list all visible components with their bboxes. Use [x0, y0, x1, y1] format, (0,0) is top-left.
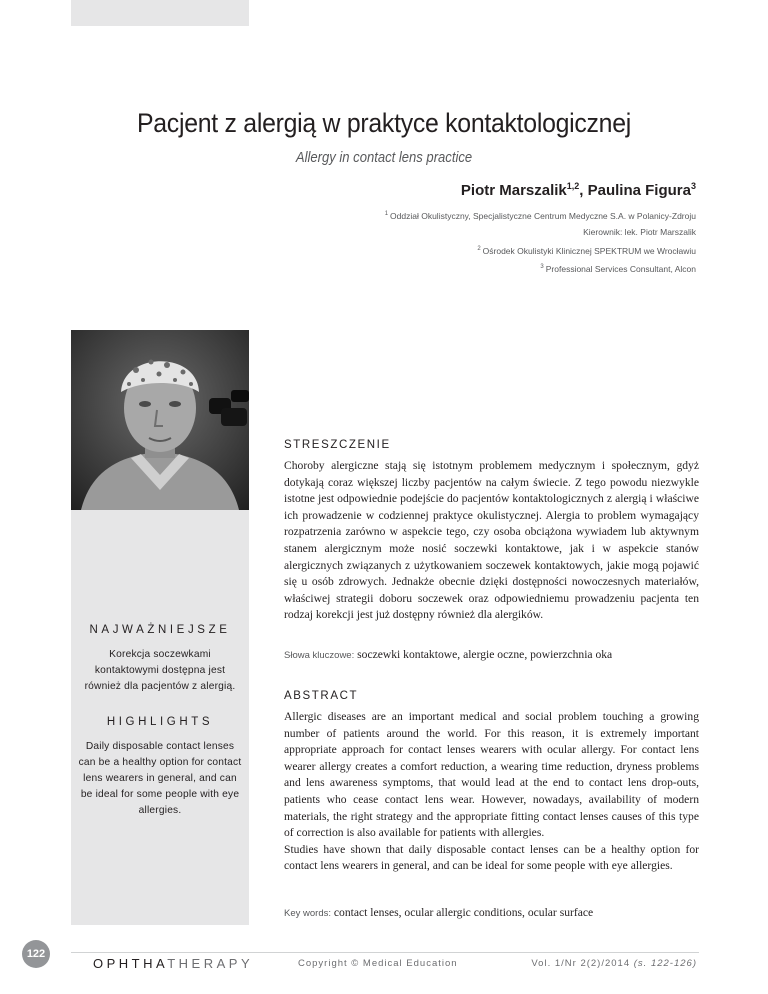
keywords-pl [284, 648, 704, 661]
footer-divider [71, 952, 699, 953]
section-heading-abstract: ABSTRACT [284, 690, 359, 702]
abstract-paragraph: Studies have shown that daily disposable contact lenses can be a healthy option for contact lens wearers in general, and can be ideal for some people with eye allergies. [284, 842, 699, 873]
author-affiliation-ref: 3 [690, 181, 696, 191]
header-tab-block [71, 0, 249, 26]
article-title: Pacjent z alergią w praktyce kontaktologicznej [136, 108, 632, 138]
keywords-en [284, 906, 704, 919]
keywords-label: Key words: [284, 908, 331, 919]
keywords-text: soczewki kontaktowe, alergie oczne, powierzchnia oka [357, 648, 613, 661]
abstract-paragraph: Allergic diseases are an important medical and social problem touching a growing number of patients around the world. For this reason, it is extremely important appropriate approach for contact lenses wearers with ocular allergy. For contact lens wearer allergy creates a comfort reduction, a wearing time reduction, dryness problems and lens awareness symptoms, that would lead at the end to contact lens drop-outs, patients who cease contact lens wear. However, nowadays, availability of modern materials, the right strategy and the appropriate fitting contact lenses causes of this type of correction is also available for patients with allergies. [284, 710, 699, 840]
author-photo [71, 330, 249, 510]
author-name: Piotr Marszalik [460, 182, 567, 199]
affiliation-line: $^3$ Professional Services Consultant, Alcon [540, 263, 696, 274]
keywords-label: Słowa kluczowe: [284, 650, 355, 661]
sidebar-heading-pl: NAJWAŻNIEJSZE [89, 624, 231, 636]
author-affiliation-ref: 1,2 [566, 181, 580, 191]
affiliation-line: $^1$ Oddział Okulistyczny, Specjalistyczne Centrum Medyczne S.A. w Polanicy-Zdroju [384, 210, 696, 221]
keywords-text: contact lenses, ocular allergic conditions, ocular surface [333, 906, 594, 919]
section-heading-streszczenie: STRESZCZENIE [284, 439, 391, 451]
copyright-text: Copyright © Medical Education [298, 958, 458, 969]
author-name: Paulina Figura [587, 182, 691, 199]
author-separator: , [579, 182, 588, 199]
sidebar-text-en: Daily disposable contact lenses can be a healthy option for contact lens wearers in general, and can be ideal for some people with eye allergies. [78, 741, 242, 816]
author-portrait-image [71, 330, 249, 510]
abstract-text-en [284, 709, 699, 875]
sidebar-heading-en: HIGHLIGHTS [106, 716, 214, 728]
page-number-badge: 122 [22, 940, 50, 968]
author-line [461, 181, 696, 199]
sidebar-highlights [71, 510, 249, 925]
affiliations [385, 206, 696, 277]
sidebar-text-pl: Korekcja soczewkami kontaktowymi dostępna jest również dla pacjentów z alergią. [84, 649, 236, 692]
volume-info: Vol. 1/Nr 2(2)/2014 (s. 122-126) [531, 958, 697, 969]
abstract-text-pl: Choroby alergiczne stają się istotnym problemem medycznym i społecznym, gdyż dotykają coraz większej liczby pacjentów na całym świecie. Z tego powodu niezwykle istotne jest odpowiednie podejście do pacjentów kontaktologicznych z alergią i właściwe ich prowadzenie w codziennej praktyce okulistycznej. Alergia to problem wymagający rozpatrzenia zarówno w aspekcie tego, czy osoba obciążona wywiadem lub aktywnym stanem alergicznym może nosić soczewki kontaktowe, jak i w aspekcie stanów alergicznych związanych z użytkowaniem soczewek kontaktowych, jakie mogą pojawić się u osób zdrowych. Jednakże obecnie dzięki dostępności nowoczesnych materiałów, właściwej strategii doboru soczewek oraz odpowiedniemu prowadzeniu pacjenta ten rodzaj korekcji jest już dostępny również dla alergików. [284, 459, 699, 622]
article-subtitle: Allergy in contact lens practice [295, 150, 473, 166]
journal-logo: OPHTHATHERAPY [93, 956, 254, 971]
affiliation-line: $^2$ Ośrodek Okulistyki Klinicznej SPEKTRUM we Wrocławiu [477, 245, 696, 256]
affiliation-line: Kierownik: lek. Piotr Marszalik [583, 227, 696, 238]
